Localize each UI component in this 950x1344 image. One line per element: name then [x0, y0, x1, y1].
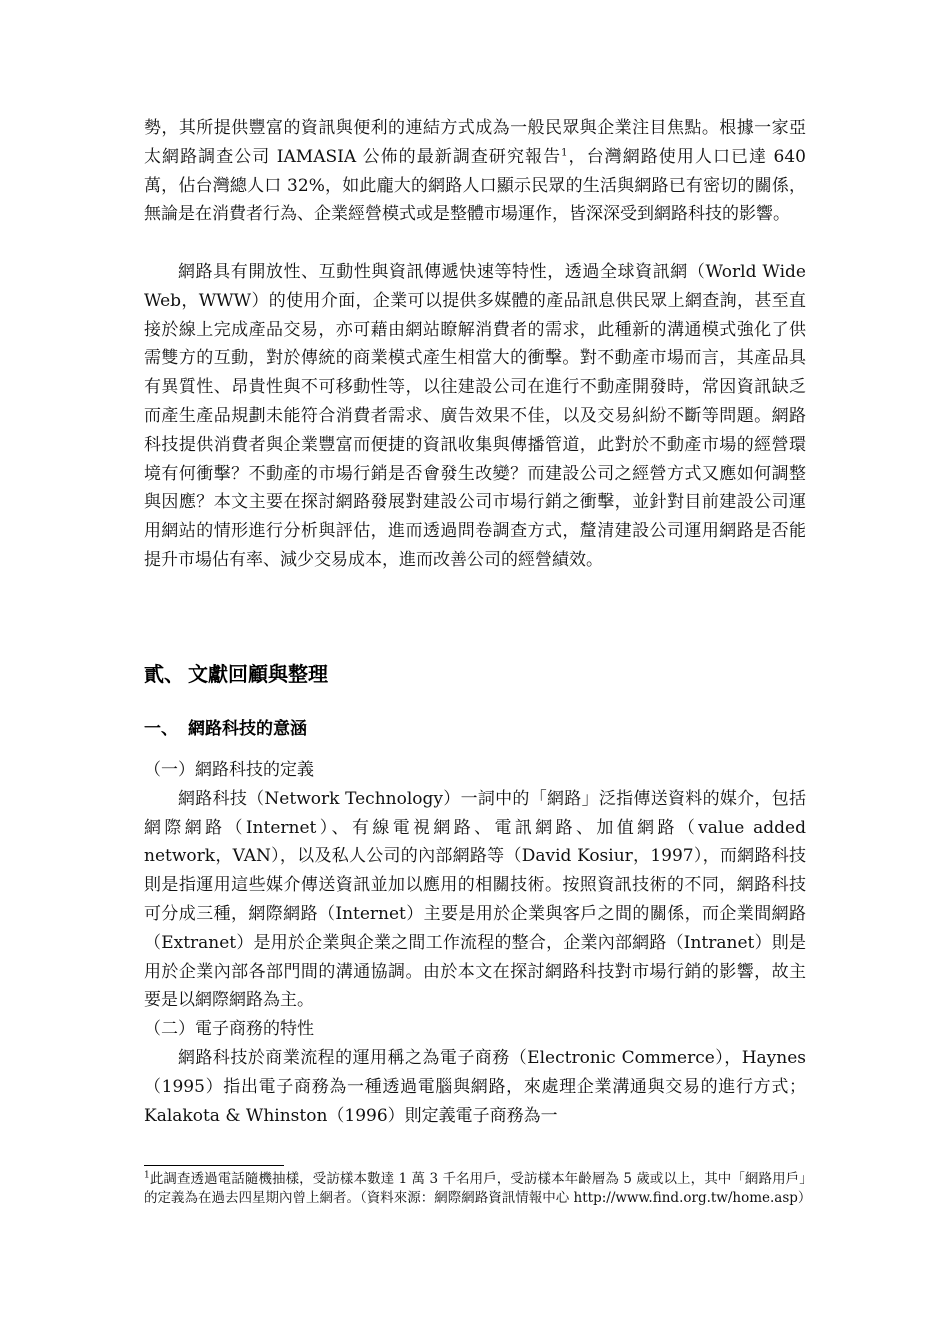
paragraph-text: 勢，其所提供豐富的資訊與便利的連結方式成為一般民眾與企業注目焦點。根據一家亞太網路調查公司 IAMASIA 公佈的最新調查研究報告	[144, 118, 806, 167]
item-heading-definition: （一）網路科技的定義	[144, 760, 314, 780]
subsection-body	[144, 756, 806, 1130]
paragraph-text: 網路具有開放性、互動性與資訊傳遞快速等特性，透過全球資訊網（World Wide Web，WWW）的使用介面，企業可以提供多媒體的產品訊息供民眾上網查詢，甚至直接於線上完成產品交易，亦可藉由網站瞭解消費者的需求，此種新的溝通模式強化了供需雙方的互動，對於傳統的商業模式產生相當大的衝擊。對不動產市場而言，其產品具有異質性、昂貴性與不可移動性等，以往建設公司在進行不動產開發時，常因資訊缺乏而產生產品規劃未能符合消費者需求、廣告效果不佳，以及交易糾紛不斷等問題。網路科技提供消費者與企業豐富而便捷的資訊收集與傳播管道，此對於不動產市場的經營環境有何衝擊？不動產的市場行銷是否會發生改變？而建設公司之經營方式又應如何調整與因應？本文主要在探討網路發展對建設公司市場行銷之衝擊，並針對目前建設公司運用網站的情形進行分析與評估，進而透過問卷調查方式，釐清建設公司運用網路是否能提升市場佔有率、減少交易成本，進而改善公司的經營績效。	[144, 262, 806, 570]
subsection-number: 一、	[144, 719, 178, 739]
section-heading	[144, 658, 328, 690]
subsection-title: 網路科技的意涵	[188, 719, 307, 739]
item-body-definition: 網路科技（Network Technology）一詞中的「網路」泛指傳送資料的媒介，包括網際網路（Internet）、有線電視網路、電訊網路、加值網路（value added network，VAN），以及私人公司的內部網路等（David Kosiur，1997），而網路科技則是指運用這些媒介傳送資訊並加以應用的相關技術。按照資訊技術的不同，網路科技可分成三種，網際網路（Internet）主要是用於企業與客戶之間的關係，而企業間網路（Extranet）是用於企業與企業之間工作流程的整合，企業內部網路（Intranet）則是用於企業內部各部門間的溝通協調。由於本文在探討網路科技對市場行銷的影響，故主要是以網際網路為主。	[144, 788, 806, 1011]
item-heading-ecommerce: （二）電子商務的特性	[144, 1019, 314, 1040]
subsection-heading	[144, 714, 307, 744]
item-body-ecommerce: 網路科技於商業流程的運用稱之為電子商務（Electronic Commerce），Haynes（1995）指出電子商務為一種透過電腦與網路，來處理企業溝通與交易的進行方式；Kalakota & Whinston（1996）則定義電子商務為一	[144, 1047, 806, 1126]
intro-paragraph-1	[144, 114, 806, 229]
footnote-text: 此調查透過電話隨機抽樣，受訪樣本數達 1 萬 3 千名用戶，受訪樣本年齡層為 5 歲或以上，其中「網路用戶」的定義為在過去四星期內曾上網者。（資料來源：網際網路資訊情報中心 http://www.find.org.tw/home.asp）	[144, 1171, 812, 1206]
section-title: 文獻回顧與整理	[188, 662, 328, 686]
section-number: 貳、	[144, 662, 184, 686]
intro-paragraph-2	[144, 258, 806, 575]
footnote-divider	[144, 1165, 284, 1166]
footnote-reference[interactable]: 1	[561, 147, 568, 159]
footnote-mark: 1	[144, 1170, 150, 1181]
footnote	[144, 1170, 812, 1208]
paragraph-text-cont: ，台灣網路使用人口已達 640 萬，佔台灣總人口 32%，如此龐大的網路人口顯示民眾的生活與網路已有密切的關係，無論是在消費者行為、企業經營模式或是整體市場運作，皆深深受到網路科技的影響。	[144, 146, 806, 225]
